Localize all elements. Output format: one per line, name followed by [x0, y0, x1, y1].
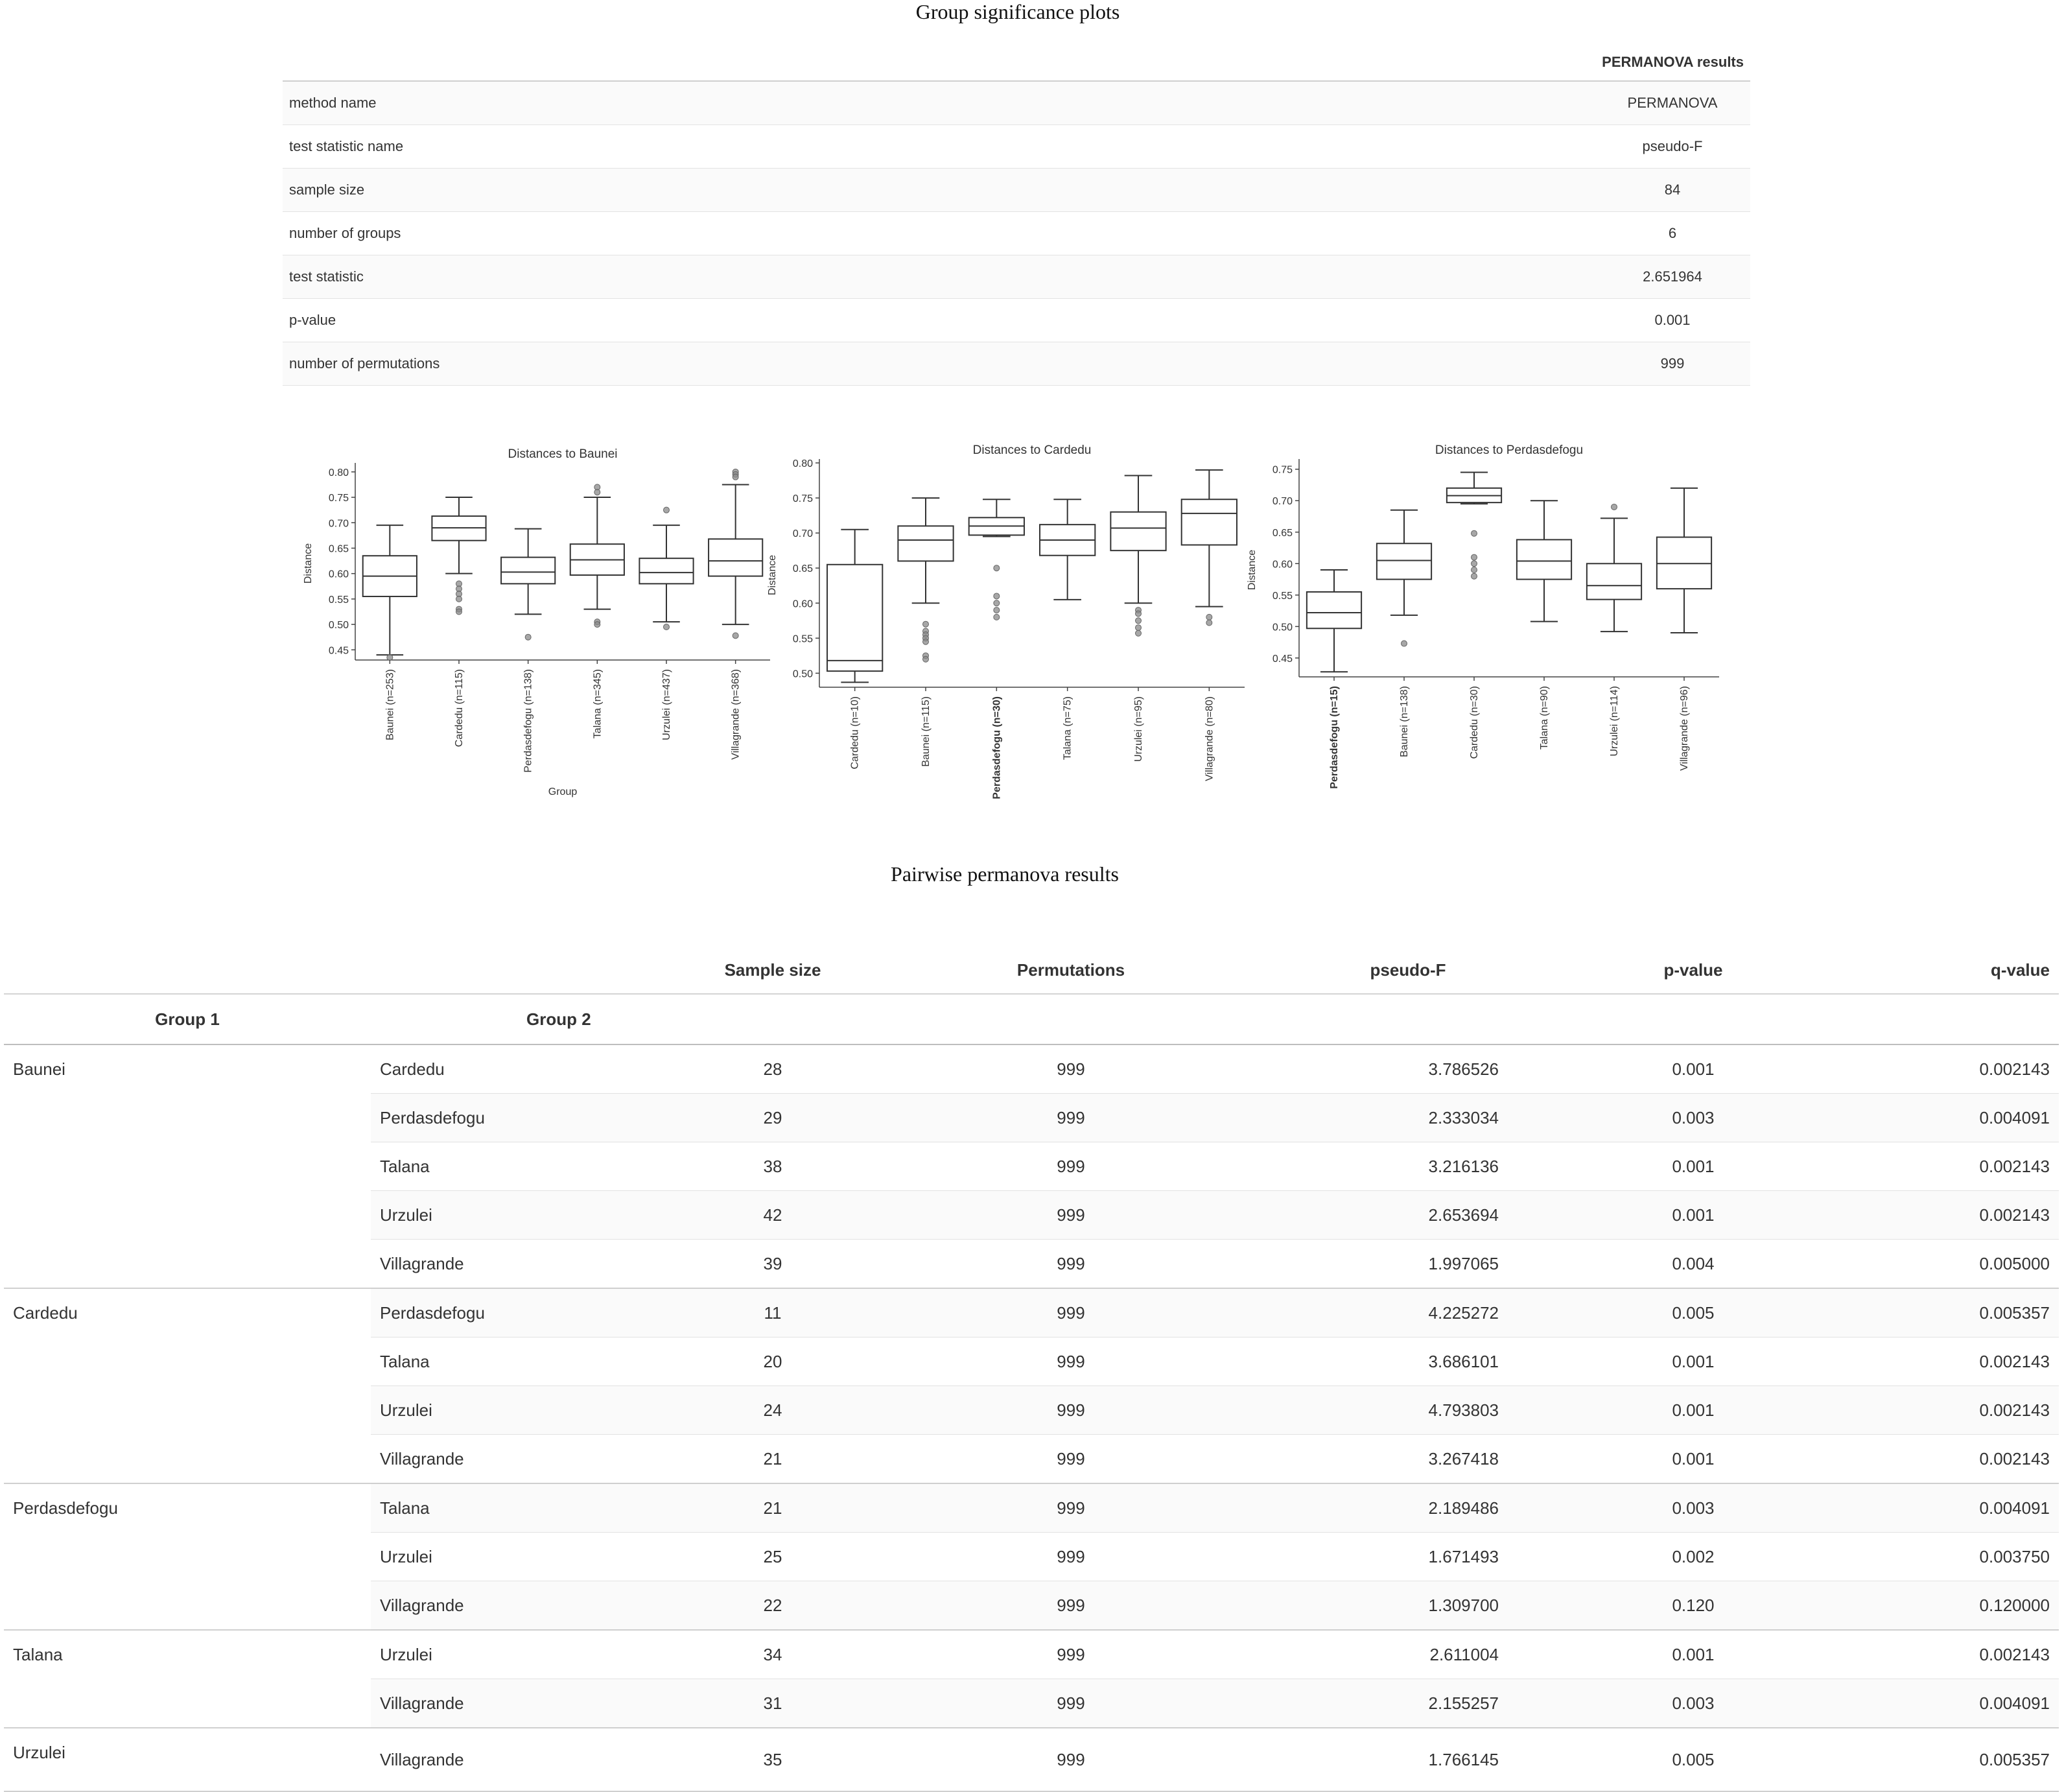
y-axis-label: Distance [1247, 549, 1258, 591]
y-tick-label: 0.75 [1272, 464, 1293, 476]
pseudo-f-cell: 2.155257 [1239, 1679, 1577, 1728]
x-tick-label: Urzulei (n=95) [1133, 696, 1144, 762]
group-2-cell: Perdasdefogu [371, 1094, 643, 1142]
pseudo-f-cell: 2.653694 [1239, 1191, 1577, 1240]
summary-label: test statistic [283, 255, 1595, 299]
outlier-point [594, 489, 600, 495]
p-value-cell: 0.005 [1577, 1728, 1810, 1791]
pseudo-f-cell: 3.267418 [1239, 1435, 1577, 1484]
group-2-cell: Urzulei [371, 1386, 643, 1435]
pair-empty-header [1577, 994, 1810, 1044]
y-tick-label: 0.70 [792, 528, 813, 540]
summary-row [283, 81, 1750, 125]
sample-size-cell: 42 [643, 1191, 902, 1240]
table-row [4, 1630, 2059, 1679]
box [709, 539, 762, 576]
pseudo-f-cell: 1.766145 [1239, 1728, 1577, 1791]
pseudo-f-cell: 3.786526 [1239, 1044, 1577, 1094]
group-2-cell: Talana [371, 1142, 643, 1191]
p-value-cell: 0.002 [1577, 1533, 1810, 1581]
sample-size-cell: 38 [643, 1142, 902, 1191]
table-row [4, 1044, 2059, 1094]
group-2-cell: Villagrande [371, 1679, 643, 1728]
p-value-cell: 0.003 [1577, 1483, 1810, 1533]
summary-label: p-value [283, 299, 1595, 342]
x-tick-label: Urzulei (n=437) [661, 669, 672, 740]
q-value-cell: 0.120000 [1810, 1581, 2059, 1631]
outlier-point [1136, 611, 1142, 617]
group-1-cell: Talana [4, 1630, 371, 1728]
y-tick-label: 0.50 [792, 668, 813, 680]
y-tick-label: 0.80 [792, 458, 813, 469]
p-value-cell: 0.001 [1577, 1338, 1810, 1386]
box [1110, 512, 1166, 550]
x-tick-label: Talana (n=345) [592, 669, 604, 739]
q-value-cell: 0.002143 [1810, 1142, 2059, 1191]
sample-size-cell: 21 [643, 1435, 902, 1484]
box [1517, 539, 1571, 579]
group-2-cell: Cardedu [371, 1044, 643, 1094]
box [1377, 543, 1431, 579]
outlier-point [994, 593, 1000, 599]
q-value-cell: 0.002143 [1810, 1191, 2059, 1240]
permutations-cell: 999 [902, 1191, 1239, 1240]
x-tick-label: Cardedu (n=30) [1469, 686, 1480, 759]
q-value-cell: 0.002143 [1810, 1630, 2059, 1679]
summary-value: 84 [1595, 169, 1750, 212]
summary-label: sample size [283, 169, 1595, 212]
outlier-point [594, 622, 600, 628]
permutations-cell: 999 [902, 1435, 1239, 1484]
outlier-point [1472, 567, 1477, 573]
pseudo-f-cell: 3.686101 [1239, 1338, 1577, 1386]
y-tick-label: 0.55 [1272, 590, 1293, 602]
summary-label: method name [283, 81, 1595, 125]
p-value-cell: 0.001 [1577, 1142, 1810, 1191]
summary-row [283, 125, 1750, 169]
summary-value: 2.651964 [1595, 255, 1750, 299]
y-tick-label: 0.70 [1272, 496, 1293, 508]
summary-empty-header [283, 44, 1595, 81]
permutations-cell: 999 [902, 1483, 1239, 1533]
y-tick-label: 0.50 [328, 620, 349, 631]
outlier-point [923, 639, 929, 644]
summary-value: pseudo-F [1595, 125, 1750, 169]
pseudo-f-cell: 4.225272 [1239, 1288, 1577, 1338]
permanova-summary-table [283, 44, 1750, 386]
group-2-cell: Urzulei [371, 1533, 643, 1581]
permutations-cell: 999 [902, 1094, 1239, 1142]
outlier-point [994, 607, 1000, 613]
y-tick-label: 0.60 [328, 569, 349, 580]
permutations-cell: 999 [902, 1240, 1239, 1289]
pairwise-title: Pairwise permanova results [891, 862, 1119, 886]
summary-value: PERMANOVA [1595, 81, 1750, 125]
sample-size-cell: 39 [643, 1240, 902, 1289]
group-significance-charts [0, 441, 2064, 830]
outlier-point [733, 474, 738, 480]
summary-label: number of groups [283, 212, 1595, 255]
q-value-cell: 0.005357 [1810, 1728, 2059, 1791]
pseudo-f-cell: 2.611004 [1239, 1630, 1577, 1679]
permutations-cell: 999 [902, 1044, 1239, 1094]
x-tick-label: Talana (n=90) [1539, 686, 1550, 750]
table-row [4, 1728, 2059, 1791]
p-value-cell: 0.120 [1577, 1581, 1810, 1631]
group-1-cell: Cardedu [4, 1288, 371, 1483]
pseudo-f-cell: 1.671493 [1239, 1533, 1577, 1581]
sample-size-cell: 31 [643, 1679, 902, 1728]
y-tick-label: 0.60 [792, 598, 813, 610]
pseudo-f-cell: 4.793803 [1239, 1386, 1577, 1435]
pair-empty-header [1810, 994, 2059, 1044]
col-pseudo-f: pseudo-F [1239, 947, 1577, 994]
x-tick-label: Baunei (n=115) [921, 696, 932, 767]
y-tick-label: 0.45 [1272, 653, 1293, 665]
group-1-cell: Baunei [4, 1044, 371, 1288]
group-1-cell: Urzulei [4, 1728, 371, 1791]
summary-label: number of permutations [283, 342, 1595, 386]
q-value-cell: 0.005357 [1810, 1288, 2059, 1338]
permutations-cell: 999 [902, 1142, 1239, 1191]
summary-value: 6 [1595, 212, 1750, 255]
x-tick-label: Cardedu (n=10) [849, 696, 861, 770]
distances-to-baunei-chart [303, 447, 770, 797]
outlier-point [1612, 504, 1617, 510]
outlier-point [525, 634, 531, 640]
pseudo-f-cell: 3.216136 [1239, 1142, 1577, 1191]
x-tick-label: Perdasdefogu (n=138) [522, 669, 534, 773]
pseudo-f-cell: 1.309700 [1239, 1581, 1577, 1631]
table-row [4, 1288, 2059, 1338]
x-axis-label: Group [548, 786, 578, 797]
group-2-cell: Villagrande [371, 1581, 643, 1631]
y-axis-label: Distance [767, 554, 778, 596]
outlier-point [1472, 554, 1477, 560]
x-tick-label: Perdasdefogu (n=15) [1329, 686, 1340, 789]
y-tick-label: 0.65 [328, 543, 349, 555]
group-2-cell: Talana [371, 1483, 643, 1533]
x-tick-label: Cardedu (n=115) [454, 669, 465, 748]
x-tick-label: Villagrande (n=368) [730, 669, 742, 760]
permutations-cell: 999 [902, 1679, 1239, 1728]
pair-empty-header [1239, 994, 1577, 1044]
permanova-results-header: PERMANOVA results [1595, 44, 1750, 81]
q-value-cell: 0.003750 [1810, 1533, 2059, 1581]
pseudo-f-cell: 1.997065 [1239, 1240, 1577, 1289]
outlier-point [387, 655, 393, 661]
permutations-cell: 999 [902, 1630, 1239, 1679]
pair-empty-header [643, 994, 902, 1044]
sample-size-cell: 11 [643, 1288, 902, 1338]
sample-size-cell: 22 [643, 1581, 902, 1631]
sample-size-cell: 28 [643, 1044, 902, 1094]
p-value-cell: 0.005 [1577, 1288, 1810, 1338]
box [501, 558, 555, 584]
summary-row [283, 255, 1750, 299]
col-group-2: Group 2 [371, 994, 643, 1044]
q-value-cell: 0.002143 [1810, 1435, 2059, 1484]
permutations-cell: 999 [902, 1581, 1239, 1631]
distances-to-cardedu-chart [767, 443, 1245, 799]
group-2-cell: Talana [371, 1338, 643, 1386]
y-tick-label: 0.50 [1272, 622, 1293, 633]
y-tick-label: 0.45 [328, 645, 349, 657]
q-value-cell: 0.002143 [1810, 1044, 2059, 1094]
outlier-point [994, 565, 1000, 571]
y-tick-label: 0.55 [792, 633, 813, 645]
summary-row [283, 169, 1750, 212]
sample-size-cell: 21 [643, 1483, 902, 1533]
outlier-point [1472, 561, 1477, 567]
box [1587, 563, 1641, 599]
q-value-cell: 0.005000 [1810, 1240, 2059, 1289]
outlier-point [923, 656, 929, 662]
y-tick-label: 0.60 [1272, 559, 1293, 571]
p-value-cell: 0.003 [1577, 1679, 1810, 1728]
pair-empty-header [4, 947, 371, 994]
group-2-cell: Urzulei [371, 1630, 643, 1679]
group-2-cell: Urzulei [371, 1191, 643, 1240]
outlier-point [1472, 573, 1477, 579]
outlier-point [1136, 618, 1142, 624]
y-axis-label: Distance [303, 543, 314, 584]
outlier-point [1206, 614, 1212, 620]
x-tick-label: Perdasdefogu (n=30) [991, 696, 1003, 799]
col-q-value: q-value [1810, 947, 2059, 994]
p-value-cell: 0.001 [1577, 1435, 1810, 1484]
x-tick-label: Baunei (n=138) [1399, 686, 1410, 757]
outlier-point [1136, 630, 1142, 636]
pair-empty-header [371, 947, 643, 994]
group-2-cell: Villagrande [371, 1240, 643, 1289]
p-value-cell: 0.001 [1577, 1044, 1810, 1094]
col-sample-size: Sample size [643, 947, 902, 994]
box [1307, 592, 1361, 628]
summary-value: 999 [1595, 342, 1750, 386]
pairwise-permanova-table [4, 947, 2059, 1792]
pair-empty-header [902, 994, 1239, 1044]
sample-size-cell: 24 [643, 1386, 902, 1435]
pseudo-f-cell: 2.333034 [1239, 1094, 1577, 1142]
sample-size-cell: 20 [643, 1338, 902, 1386]
y-tick-label: 0.65 [1272, 527, 1293, 539]
y-tick-label: 0.55 [328, 594, 349, 606]
group-1-cell: Perdasdefogu [4, 1483, 371, 1630]
x-tick-label: Urzulei (n=114) [1609, 686, 1620, 757]
outlier-point [1472, 530, 1477, 536]
y-tick-label: 0.70 [328, 518, 349, 530]
group-2-cell: Villagrande [371, 1728, 643, 1791]
x-tick-label: Villagrande (n=96) [1679, 686, 1690, 771]
box [827, 565, 882, 671]
p-value-cell: 0.003 [1577, 1094, 1810, 1142]
outlier-point [456, 609, 462, 615]
col-group-1: Group 1 [4, 994, 371, 1044]
outlier-point [664, 624, 670, 630]
y-tick-label: 0.75 [328, 493, 349, 504]
permutations-cell: 999 [902, 1533, 1239, 1581]
summary-row [283, 342, 1750, 386]
outlier-point [664, 507, 670, 513]
col-p-value: p-value [1577, 947, 1810, 994]
x-tick-label: Baunei (n=253) [384, 669, 396, 740]
y-tick-label: 0.80 [328, 467, 349, 478]
outlier-point [994, 614, 1000, 620]
chart-title: Distances to Baunei [508, 447, 618, 461]
q-value-cell: 0.002143 [1810, 1338, 2059, 1386]
permutations-cell: 999 [902, 1728, 1239, 1791]
sample-size-cell: 34 [643, 1630, 902, 1679]
outlier-point [456, 596, 462, 602]
chart-title: Distances to Perdasdefogu [1435, 443, 1584, 457]
summary-label: test statistic name [283, 125, 1595, 169]
group-2-cell: Perdasdefogu [371, 1288, 643, 1338]
outlier-point [733, 633, 738, 639]
outlier-point [994, 600, 1000, 606]
group-2-cell: Villagrande [371, 1435, 643, 1484]
y-tick-label: 0.65 [792, 563, 813, 575]
col-permutations: Permutations [902, 947, 1239, 994]
y-tick-label: 0.75 [792, 493, 813, 505]
summary-row [283, 212, 1750, 255]
q-value-cell: 0.004091 [1810, 1094, 2059, 1142]
p-value-cell: 0.001 [1577, 1386, 1810, 1435]
box [898, 526, 953, 561]
permutations-cell: 999 [902, 1386, 1239, 1435]
distances-to-perdasdefogu-chart [1247, 443, 1719, 789]
outlier-point [1136, 625, 1142, 631]
page-title: Group significance plots [915, 0, 1120, 23]
q-value-cell: 0.004091 [1810, 1679, 2059, 1728]
sample-size-cell: 35 [643, 1728, 902, 1791]
summary-value: 0.001 [1595, 299, 1750, 342]
p-value-cell: 0.004 [1577, 1240, 1810, 1289]
table-row [4, 1483, 2059, 1533]
sample-size-cell: 29 [643, 1094, 902, 1142]
pseudo-f-cell: 2.189486 [1239, 1483, 1577, 1533]
box [639, 558, 693, 584]
outlier-point [1401, 641, 1407, 646]
x-tick-label: Villagrande (n=80) [1204, 696, 1215, 781]
p-value-cell: 0.001 [1577, 1191, 1810, 1240]
q-value-cell: 0.002143 [1810, 1386, 2059, 1435]
chart-title: Distances to Cardedu [972, 443, 1092, 457]
box [1182, 499, 1237, 545]
q-value-cell: 0.004091 [1810, 1483, 2059, 1533]
summary-row [283, 299, 1750, 342]
permutations-cell: 999 [902, 1288, 1239, 1338]
outlier-point [923, 621, 929, 627]
x-tick-label: Talana (n=75) [1062, 696, 1073, 760]
p-value-cell: 0.001 [1577, 1630, 1810, 1679]
outlier-point [1206, 620, 1212, 626]
permutations-cell: 999 [902, 1338, 1239, 1386]
sample-size-cell: 25 [643, 1533, 902, 1581]
